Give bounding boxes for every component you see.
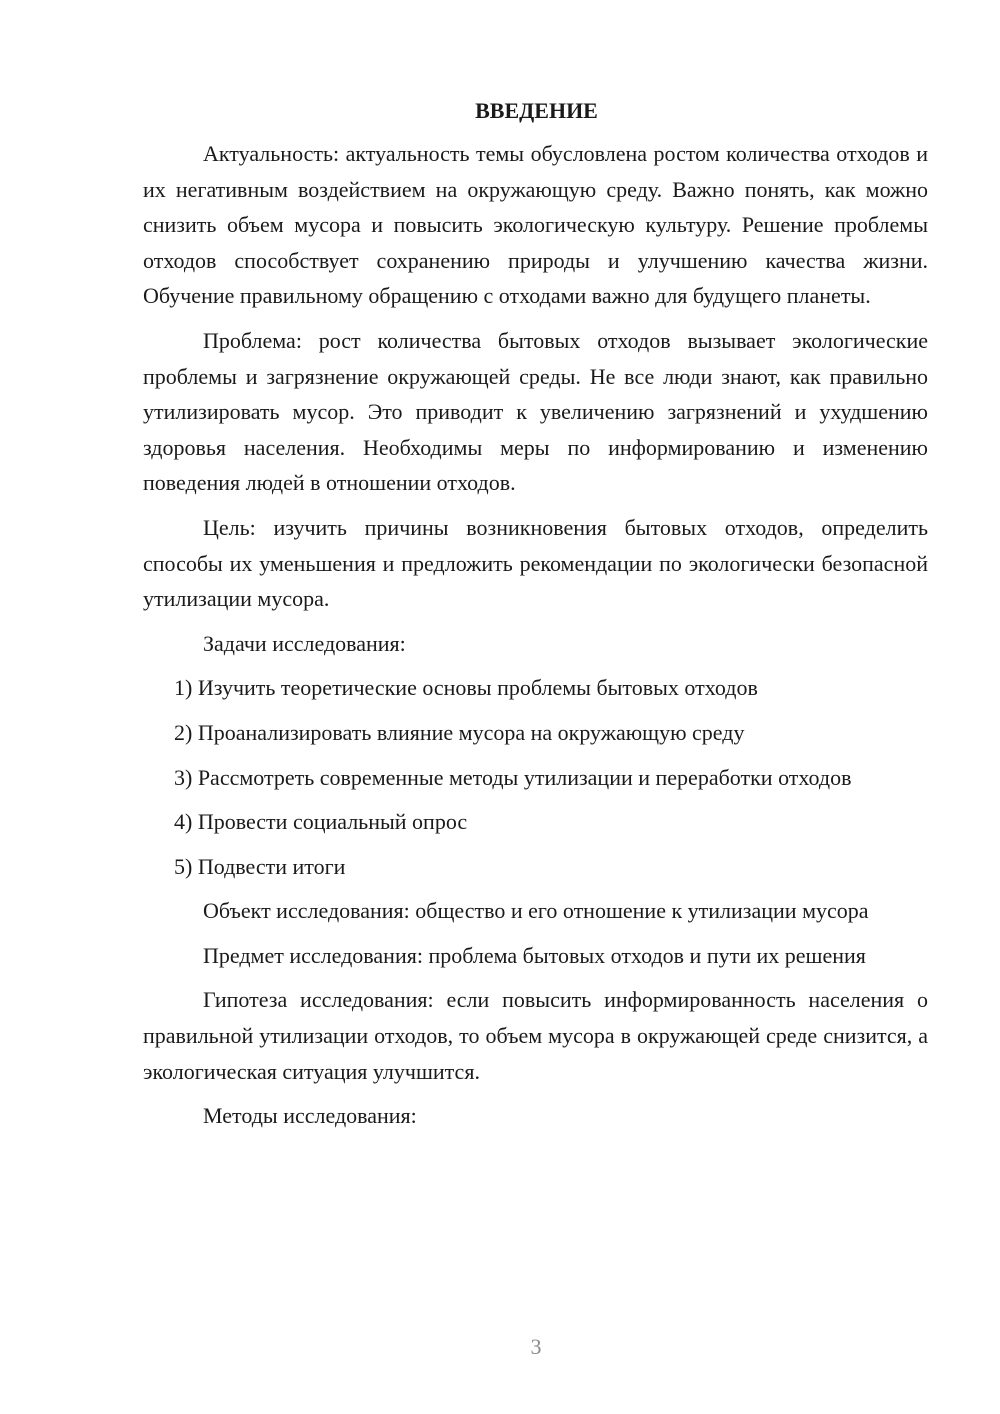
task-item-2: 2) Проанализировать влияние мусора на окружающую среду: [174, 719, 745, 745]
methods-heading: Методы исследования:: [203, 1103, 417, 1129]
tasks-heading: Задачи исследования:: [203, 630, 406, 656]
task-item-5: 5) Подвести итоги: [174, 853, 346, 879]
paragraph-goal: Цель: изучить причины возникновения бытовых отходов, определить способы их уменьшения и предложить рекомендации по экологически безопасной утилизации мусора.: [143, 514, 928, 612]
task-item-3: 3) Рассмотреть современные методы утилизации и переработки отходов: [174, 764, 852, 790]
task-item-4: 4) Провести социальный опрос: [174, 809, 468, 835]
document-body: [143, 93, 928, 1134]
paragraph-relevance: Актуальность: актуальность темы обусловлена ростом количества отходов и их негативным воздействием на окружающую среду. Важно понять, как можно снизить объем мусора и повысить экологическую культуру. Решение проблемы отходов способствует сохранению природы и улучшению качества жизни. Обучение правильному обращению с отходами важно для будущего планеты.: [143, 141, 928, 309]
section-title: ВВЕДЕНИЕ: [475, 98, 598, 123]
paragraph-problem: Проблема: рост количества бытовых отходов вызывает экологические проблемы и загрязнение окружающей среды. Не все люди знают, как правильно утилизировать мусор. Это приводит к увеличению загрязнений и ухудшению здоровья населения. Необходимы меры по информированию и изменению поведения людей в отношении отходов.: [143, 327, 928, 496]
paragraph-object: Объект исследования: общество и его отношение к утилизации мусора: [203, 898, 869, 924]
paragraph-subject: Предмет исследования: проблема бытовых отходов и пути их решения: [203, 942, 866, 968]
task-item-1: 1) Изучить теоретические основы проблемы бытовых отходов: [174, 675, 758, 701]
paragraph-hypothesis: Гипотеза исследования: если повысить информированность населения о правильной утилизации отходов, то объем мусора в окружающей среде снизится, а экологическая ситуация улучшится.: [143, 987, 928, 1084]
page-number: 3: [530, 1334, 542, 1359]
